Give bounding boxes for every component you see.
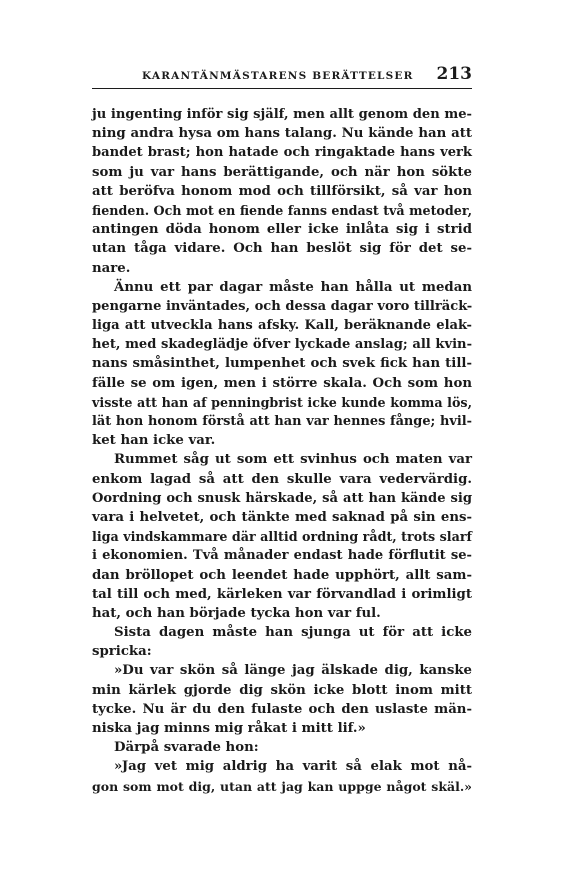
text-line: i ekonomien. Två månader endast hade förflutit se- [92,548,472,564]
text-line: tycke. Nu är du den fulaste och den uslaste män- [92,701,472,717]
text-line: spricka: [92,644,152,660]
text-line: ning andra hysa om hans talang. Nu kände han att [92,126,472,142]
text-line: fienden. Och mot en fiende fanns endast två metoder, [92,202,473,218]
body-text [92,105,472,796]
text-line: tal till och med, kärleken var förvandlad i orimligt [92,586,472,602]
text-line: ket han icke var. [92,433,216,449]
text-line: Sista dagen måste han sjunga ut för att icke [114,625,472,641]
text-line: ju ingenting inför sig själf, men allt genom den me- [92,107,472,122]
text-line: som ju var hans berättigande, och när hon sökte [92,164,472,180]
text-line: min kärlek gjorde dig skön icke blott inom mitt [92,682,472,698]
text-line: »Du var skön så länge jag älskade dig, kanske [114,663,472,679]
text-line: pengarne inväntades, och dessa dagar voro tillräck- [92,298,473,314]
text-line: niska jag minns mig råkat i mitt lif.» [92,721,366,736]
text-line: liga vindskammare där alltid ordning rådt, trots slarf [92,529,472,545]
text-line: lät hon honom förstå att han var hennes fånge; hvil- [92,414,472,429]
text-line: visste att han af penningbrist icke kunde komma lös, [92,394,472,410]
page-number: 213 [436,64,472,84]
text-line: att beröfva honom mod och tillförsikt, så var hon [92,183,472,199]
text-line: nare. [92,260,131,276]
text-line: nans småsinthet, lumpenhet och svek fick han till- [92,356,472,372]
text-line: bandet brast; hon hatade och ringaktade hans verk [92,145,472,161]
text-line: hat, och han började tycka hon var ful. [92,605,381,621]
text-line: Rummet såg ut som ett svinhus och maten var [114,452,472,468]
text-line: dan bröllopet och leendet hade upphört, allt sam- [92,567,472,583]
text-line: vara i helvetet, och tänkte med saknad på sin ens- [92,509,472,525]
text-line: Ännu ett par dagar måste han hålla ut medan [114,279,472,295]
text-line: gon som mot dig, utan att jag kan uppge något skäl.» [92,778,472,794]
text-line: enkom lagad så att den skulle vara vedervärdig. [92,471,472,487]
text-line: antingen döda honom eller icke inlåta sig i strid [92,222,472,238]
running-title: KARANTÄNMÄSTARENS BERÄTTELSER [142,70,414,82]
page-header [92,62,472,89]
text-line: liga att utveckla hans afsky. Kall, beräknande elak- [92,318,472,334]
text-line: het, med skadeglädje öfver lyckade anslag; all kvin- [92,337,472,353]
text-line: Oordning och snusk härskade, så att han kände sig [92,490,472,506]
text-line: utan tåga vidare. Och han beslöt sig för det se- [92,241,472,257]
text-line: fälle se om igen, men i större skala. Och som hon [92,375,472,391]
text-line: »Jag vet mig aldrig ha varit så elak mot nå- [114,759,472,775]
text-line: Därpå svarade hon: [114,740,259,756]
